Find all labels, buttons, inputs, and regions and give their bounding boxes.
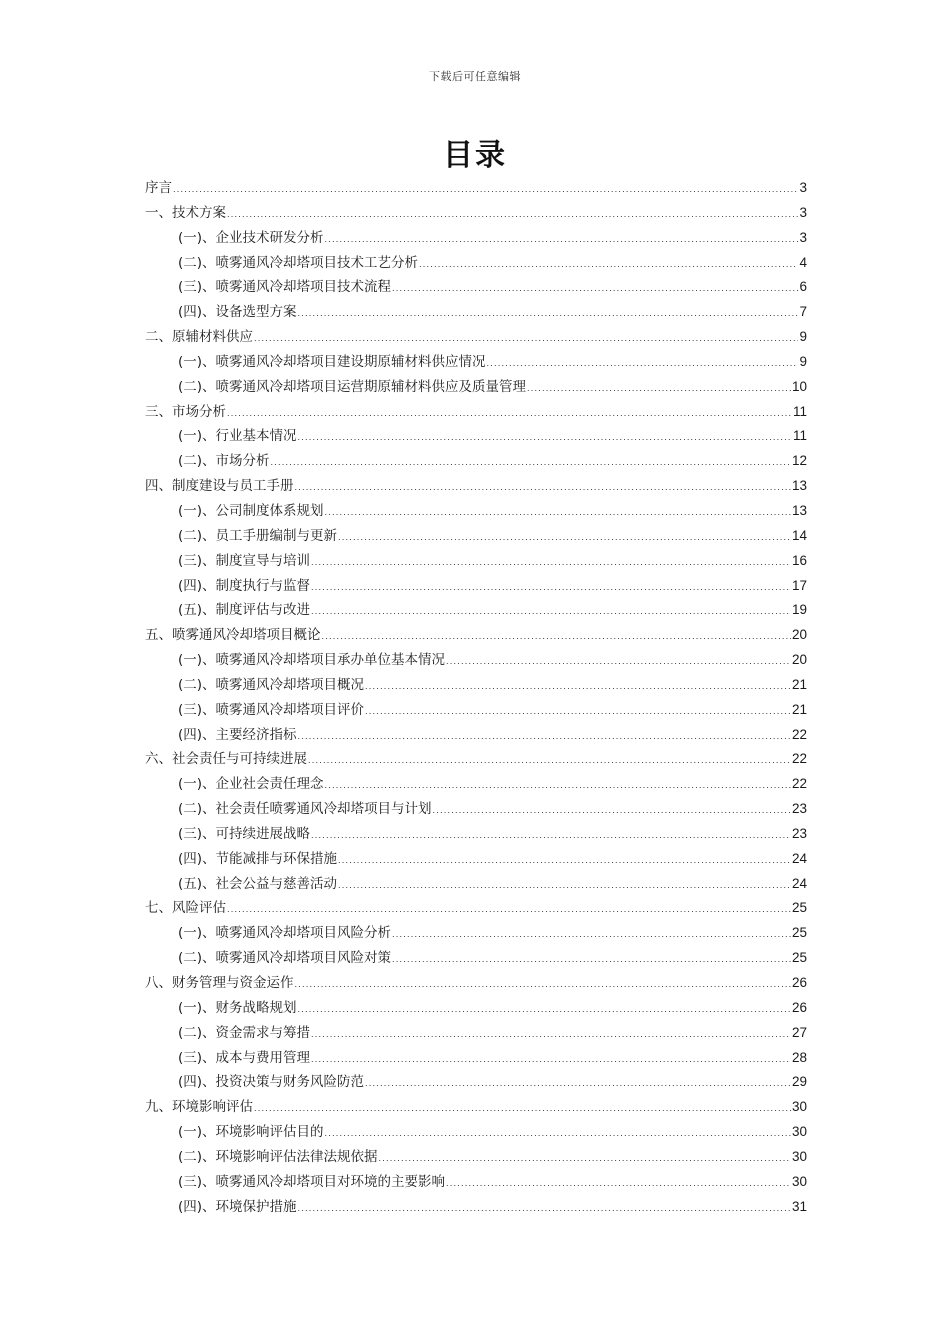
- toc-dot-leader: [298, 1197, 791, 1222]
- toc-dot-leader: [338, 874, 791, 899]
- table-of-contents: [145, 176, 807, 1219]
- toc-entry-label: (四)、投资决策与财务风险防范: [178, 1074, 365, 1091]
- toc-page-number: 3: [799, 180, 807, 195]
- toc-subsection-entry[interactable]: [145, 996, 807, 1021]
- toc-entry-label: (二)、喷雾通风冷却塔项目概况: [178, 676, 365, 693]
- toc-subsection-entry[interactable]: [145, 921, 807, 946]
- toc-subsection-entry[interactable]: [145, 1170, 807, 1195]
- toc-page-number: 30: [791, 1173, 807, 1189]
- page-header-note: 下载后可任意编辑: [429, 70, 521, 83]
- toc-entry-label: (二)、喷雾通风冷却塔项目运营期原辅材料供应及质量管理: [178, 378, 527, 395]
- toc-page-number: 12: [791, 453, 807, 469]
- toc-entry-label: (四)、主要经济指标: [178, 726, 297, 743]
- toc-entry-label: (二)、喷雾通风冷却塔项目风险对策: [178, 950, 392, 967]
- toc-dot-leader: [446, 1172, 791, 1197]
- toc-section-entry[interactable]: [145, 896, 807, 921]
- toc-entry-label: (二)、喷雾通风冷却塔项目技术工艺分析: [178, 254, 419, 271]
- toc-entry-label: 二、原辅材料供应: [145, 329, 253, 346]
- toc-dot-leader: [419, 253, 798, 278]
- toc-page-number: 13: [791, 502, 807, 518]
- toc-dot-leader: [433, 799, 791, 824]
- toc-dot-leader: [338, 849, 791, 874]
- toc-entry-label: 一、技术方案: [145, 204, 226, 221]
- toc-entry-label: (三)、喷雾通风冷却塔项目技术流程: [178, 279, 392, 296]
- toc-entry-label: (三)、制度宣导与培训: [178, 552, 311, 569]
- toc-subsection-entry[interactable]: [145, 574, 807, 599]
- toc-page-number: 28: [791, 1049, 807, 1065]
- toc-dot-leader: [254, 1097, 791, 1122]
- toc-page-number: 23: [791, 825, 807, 841]
- toc-entry-label: (一)、财务战略规划: [178, 999, 297, 1016]
- toc-subsection-entry[interactable]: [145, 424, 807, 449]
- toc-dot-leader: [365, 700, 791, 725]
- toc-entry-label: (一)、喷雾通风冷却塔项目承办单位基本情况: [178, 652, 446, 669]
- toc-entry-label: (一)、企业技术研发分析: [178, 229, 324, 246]
- toc-page-number: 24: [791, 875, 807, 891]
- toc-page-number: 22: [791, 751, 807, 767]
- toc-dot-leader: [311, 551, 791, 576]
- toc-subsection-entry[interactable]: [145, 350, 807, 375]
- toc-page-number: 17: [791, 577, 807, 593]
- toc-subsection-entry[interactable]: [145, 300, 807, 325]
- toc-subsection-entry[interactable]: [145, 698, 807, 723]
- toc-page-number: 6: [799, 279, 807, 295]
- toc-dot-leader: [295, 476, 791, 501]
- toc-subsection-entry[interactable]: [145, 723, 807, 748]
- toc-subsection-entry[interactable]: [145, 797, 807, 822]
- toc-dot-leader: [271, 451, 791, 476]
- toc-page-number: 11: [792, 403, 807, 419]
- toc-page-number: 10: [791, 378, 807, 394]
- toc-dot-leader: [311, 1048, 791, 1073]
- toc-subsection-entry[interactable]: [145, 598, 807, 623]
- toc-section-entry[interactable]: [145, 1095, 807, 1120]
- toc-page-number: 9: [799, 329, 807, 345]
- toc-dot-leader: [295, 973, 791, 998]
- toc-page-number: 20: [791, 627, 807, 643]
- toc-subsection-entry[interactable]: [145, 847, 807, 872]
- toc-page-number: 22: [791, 776, 807, 792]
- toc-entry-label: 七、风险评估: [145, 900, 226, 917]
- toc-dot-leader: [308, 749, 791, 774]
- toc-dot-leader: [311, 600, 791, 625]
- toc-entry-label: (二)、资金需求与筹措: [178, 1024, 311, 1041]
- toc-dot-leader: [325, 501, 791, 526]
- toc-subsection-entry[interactable]: [145, 673, 807, 698]
- toc-entry-label: (四)、环境保护措施: [178, 1198, 297, 1215]
- toc-entry-label: (五)、制度评估与改进: [178, 602, 311, 619]
- toc-dot-leader: [365, 1072, 791, 1097]
- toc-subsection-entry[interactable]: [145, 1145, 807, 1170]
- toc-page-number: 25: [791, 950, 807, 966]
- toc-entry-label: (二)、社会责任喷雾通风冷却塔项目与计划: [178, 801, 432, 818]
- toc-entry-label: (二)、员工手册编制与更新: [178, 527, 338, 544]
- toc-dot-leader: [254, 327, 798, 352]
- toc-page-number: 4: [799, 254, 807, 270]
- toc-section-entry[interactable]: [145, 747, 807, 772]
- toc-section-entry[interactable]: [145, 623, 807, 648]
- toc-page-number: 20: [791, 652, 807, 668]
- toc-page-number: 31: [791, 1198, 807, 1214]
- toc-section-entry[interactable]: [145, 400, 807, 425]
- toc-dot-leader: [325, 1122, 791, 1147]
- toc-dot-leader: [527, 377, 791, 402]
- toc-entry-label: (三)、可持续进展战略: [178, 825, 311, 842]
- toc-dot-leader: [298, 426, 792, 451]
- toc-page-number: 13: [791, 478, 807, 494]
- toc-section-entry[interactable]: [145, 325, 807, 350]
- toc-entry-label: 四、制度建设与员工手册: [145, 478, 294, 495]
- toc-entry-label: (一)、企业社会责任理念: [178, 776, 324, 793]
- toc-page-number: 30: [791, 1124, 807, 1140]
- toc-dot-leader: [325, 228, 799, 253]
- toc-subsection-entry[interactable]: [145, 648, 807, 673]
- toc-page-number: 26: [791, 999, 807, 1015]
- toc-subsection-entry[interactable]: [145, 946, 807, 971]
- toc-entry-label: 八、财务管理与资金运作: [145, 975, 294, 991]
- toc-entry-label: (四)、节能减排与环保措施: [178, 850, 338, 867]
- toc-dot-leader: [487, 352, 799, 377]
- toc-subsection-entry[interactable]: [145, 1195, 807, 1220]
- toc-page-number: 11: [792, 428, 807, 444]
- toc-page-number: 19: [791, 602, 807, 618]
- toc-title: 目录: [443, 138, 507, 173]
- toc-dot-leader: [379, 1147, 791, 1172]
- toc-dot-leader: [173, 178, 798, 203]
- toc-dot-leader: [338, 526, 791, 551]
- toc-entry-label: (四)、制度执行与监督: [178, 577, 311, 594]
- toc-subsection-entry[interactable]: [145, 449, 807, 474]
- toc-subsection-entry[interactable]: [145, 822, 807, 847]
- toc-page-number: 14: [791, 527, 807, 543]
- toc-subsection-entry[interactable]: [145, 1046, 807, 1071]
- toc-subsection-entry[interactable]: [145, 226, 807, 251]
- toc-page-number: 23: [791, 801, 807, 817]
- toc-entry-label: (三)、成本与费用管理: [178, 1049, 311, 1066]
- toc-entry-label: (一)、公司制度体系规划: [178, 502, 324, 519]
- toc-page-number: 26: [791, 975, 807, 990]
- toc-page-number: 16: [791, 552, 807, 568]
- toc-page-number: 22: [791, 726, 807, 742]
- toc-section-entry[interactable]: [145, 971, 807, 996]
- toc-page-number: 7: [799, 304, 807, 320]
- toc-entry-label: 三、市场分析: [145, 403, 226, 420]
- toc-page-number: 27: [791, 1024, 807, 1040]
- toc-subsection-entry[interactable]: [145, 1070, 807, 1095]
- toc-entry-label: 六、社会责任与可持续进展: [145, 751, 307, 768]
- toc-entry-label: (一)、喷雾通风冷却塔项目建设期原辅材料供应情况: [178, 353, 486, 370]
- toc-dot-leader: [227, 402, 792, 427]
- toc-page-number: 21: [791, 676, 807, 692]
- toc-page-number: 30: [791, 1099, 807, 1115]
- toc-entry-label: (一)、行业基本情况: [178, 428, 297, 445]
- toc-page-number: 3: [799, 229, 807, 245]
- toc-page-number: 21: [791, 701, 807, 717]
- toc-dot-leader: [446, 650, 791, 675]
- toc-dot-leader: [311, 1023, 791, 1048]
- toc-dot-leader: [227, 898, 791, 923]
- toc-dot-leader: [392, 948, 791, 973]
- toc-subsection-entry[interactable]: [145, 275, 807, 300]
- toc-subsection-entry[interactable]: [145, 549, 807, 574]
- toc-dot-leader: [325, 774, 791, 799]
- toc-page-number: 25: [791, 925, 807, 941]
- toc-dot-leader: [227, 203, 798, 228]
- toc-dot-leader: [298, 302, 799, 327]
- toc-subsection-entry[interactable]: [145, 1021, 807, 1046]
- toc-page-number: 9: [799, 353, 807, 369]
- toc-page-number: 30: [791, 1148, 807, 1164]
- toc-dot-leader: [392, 277, 798, 302]
- toc-section-entry[interactable]: [145, 176, 807, 201]
- toc-dot-leader: [311, 576, 791, 601]
- toc-dot-leader: [365, 675, 791, 700]
- toc-subsection-entry[interactable]: [145, 499, 807, 524]
- toc-entry-label: (一)、喷雾通风冷却塔项目风险分析: [178, 925, 392, 942]
- toc-entry-label: (四)、设备选型方案: [178, 304, 297, 321]
- toc-section-entry[interactable]: [145, 474, 807, 499]
- toc-subsection-entry[interactable]: [145, 772, 807, 797]
- toc-entry-label: 五、喷雾通风冷却塔项目概论: [145, 627, 321, 644]
- toc-page-number: 25: [791, 900, 807, 916]
- toc-entry-label: (三)、喷雾通风冷却塔项目评价: [178, 701, 365, 718]
- toc-dot-leader: [298, 725, 791, 750]
- toc-page-number: 24: [791, 850, 807, 866]
- toc-subsection-entry[interactable]: [145, 251, 807, 276]
- toc-page-number: 29: [791, 1074, 807, 1090]
- toc-subsection-entry[interactable]: [145, 1120, 807, 1145]
- toc-entry-label: (二)、市场分析: [178, 453, 270, 470]
- toc-entry-label: (一)、环境影响评估目的: [178, 1124, 324, 1141]
- toc-entry-label: 九、环境影响评估: [145, 1099, 253, 1116]
- toc-dot-leader: [298, 998, 791, 1023]
- toc-entry-label: (二)、环境影响评估法律法规依据: [178, 1148, 378, 1165]
- toc-dot-leader: [322, 625, 791, 650]
- toc-dot-leader: [311, 824, 791, 849]
- toc-subsection-entry[interactable]: [145, 872, 807, 897]
- toc-subsection-entry[interactable]: [145, 375, 807, 400]
- toc-page-number: 3: [799, 204, 807, 220]
- toc-dot-leader: [392, 923, 791, 948]
- toc-subsection-entry[interactable]: [145, 524, 807, 549]
- toc-section-entry[interactable]: [145, 201, 807, 226]
- toc-entry-label: (三)、喷雾通风冷却塔项目对环境的主要影响: [178, 1173, 446, 1190]
- toc-entry-label: (五)、社会公益与慈善活动: [178, 875, 338, 892]
- toc-entry-label: 序言: [145, 180, 172, 196]
